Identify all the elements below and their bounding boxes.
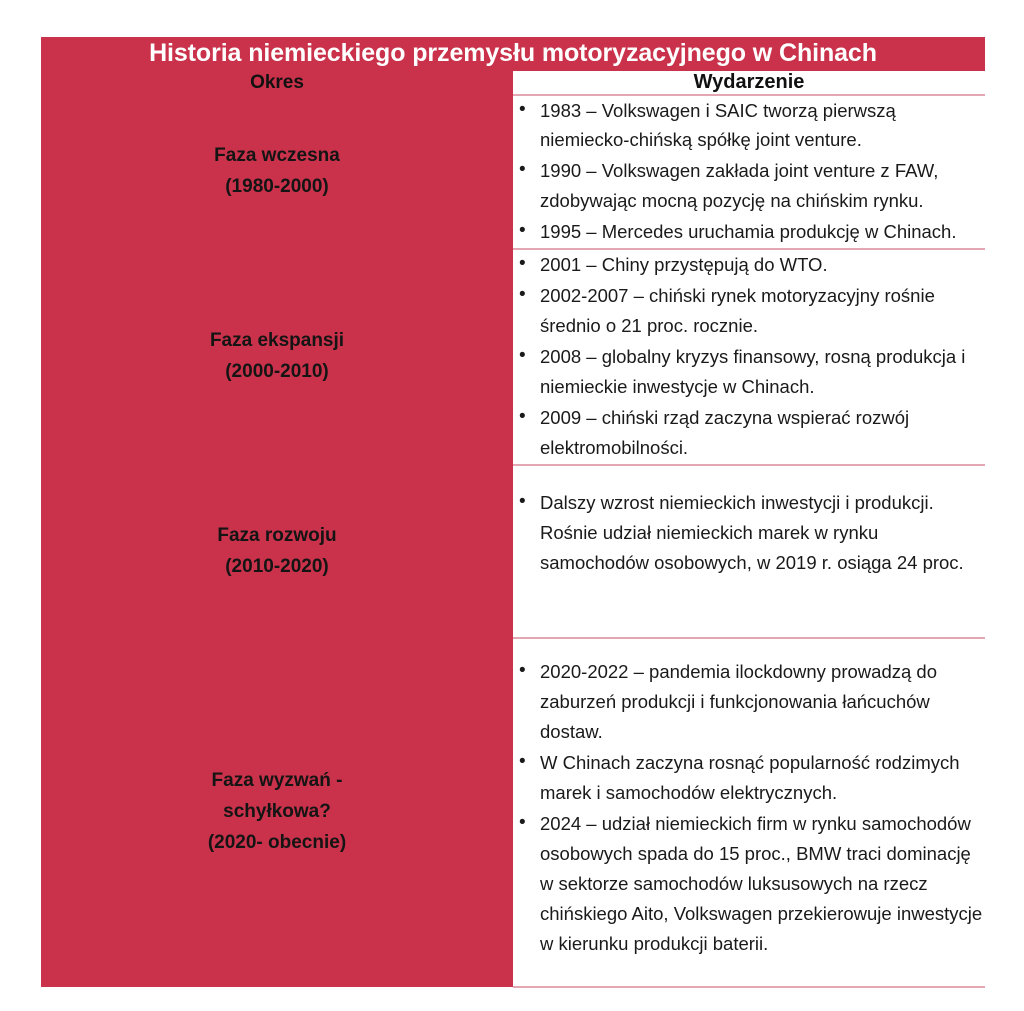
period-cell (41, 95, 513, 250)
table-row (41, 95, 985, 250)
table-row (41, 465, 985, 638)
column-header-event (513, 71, 985, 95)
period-cell (41, 465, 513, 638)
period-line: schyłkowa? (223, 800, 331, 822)
list-item: • 2008 – globalny kryzys finansowy, rosną produkcja i niemieckie inwestycje w Chinach. (513, 342, 985, 402)
list-item: • W Chinach zaczyna rosnąć popularność rodzimych marek i samochodów elektrycznych. (513, 748, 985, 808)
period-line: (2000-2010) (225, 361, 329, 383)
list-item: • 2002-2007 – chiński rynek motoryzacyjny rośnie średnio o 21 proc. rocznie. (513, 281, 985, 341)
column-header-event-label: Wydarzenie (693, 70, 805, 93)
events-list (513, 657, 985, 959)
events-list (513, 250, 985, 463)
list-item: • 2020-2022 – pandemia ilockdowny prowadzą do zaburzeń produkcji i funkcjonowania łańcuchów dostaw. (513, 657, 985, 747)
list-item: • 2001 – Chiny przystępują do WTO. (513, 250, 985, 280)
table-row (41, 638, 985, 987)
list-item: • Dalszy wzrost niemieckich inwestycji i produkcji. Rośnie udział niemieckich marek w rynku samochodów osobowych, w 2019 r. osiąga 24 proc. (513, 488, 985, 578)
period-line: (2010-2020) (225, 555, 329, 577)
list-item: • 2024 – udział niemieckich firm w rynku samochodów osobowych spada do 15 proc., BMW traci dominację w sektorze samochodów luksusowych na rzecz chińskiego Aito, Volkswagen przekierowuje inwestycje w kierunku produkcji baterii. (513, 809, 985, 959)
events-cell (513, 465, 985, 638)
column-header-period-label: Okres (250, 71, 304, 93)
table-title-cell (41, 37, 985, 71)
column-header-period (41, 71, 513, 95)
list-item: • 1995 – Mercedes uruchamia produkcję w Chinach. (513, 217, 985, 247)
period-line: (1980-2000) (225, 175, 329, 197)
events-cell (513, 638, 985, 987)
events-cell (513, 249, 985, 465)
list-item: • 2009 – chiński rząd zaczyna wspierać rozwój elektromobilności. (513, 403, 985, 463)
period-line: Faza wyzwań - (211, 770, 343, 792)
period-line: Faza ekspansji (209, 330, 345, 352)
column-header-row (41, 71, 985, 95)
history-table (41, 37, 985, 988)
period-line: Faza rozwoju (217, 524, 337, 546)
period-cell (41, 249, 513, 465)
list-item: • 1983 – Volkswagen i SAIC tworzą pierwszą niemiecko-chińską spółkę joint venture. (513, 96, 985, 156)
events-list (513, 488, 985, 578)
table-title-row (41, 37, 985, 71)
page-title: Historia niemieckiego przemysłu motoryzacyjnego w Chinach (149, 39, 877, 67)
events-list (513, 96, 985, 248)
period-cell (41, 638, 513, 987)
period-line: (2020- obecnie) (207, 831, 347, 853)
period-line: Faza wczesna (214, 145, 340, 167)
table-row (41, 249, 985, 465)
list-item: • 1990 – Volkswagen zakłada joint venture z FAW, zdobywając mocną pozycję na chińskim rynku. (513, 156, 985, 216)
events-cell (513, 95, 985, 250)
